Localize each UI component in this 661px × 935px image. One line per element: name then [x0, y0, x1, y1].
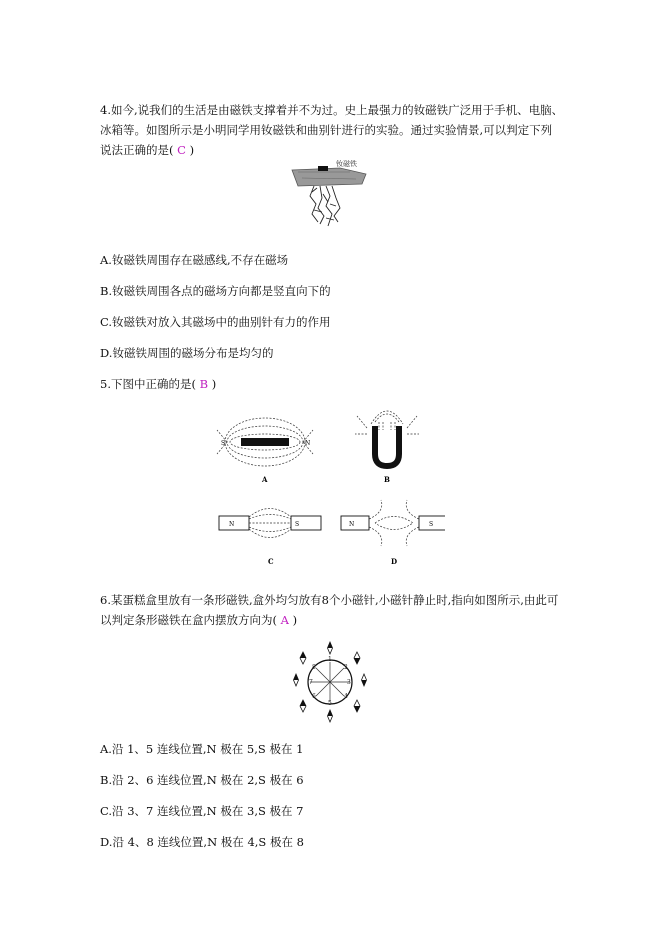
q4-option-d: D.钕磁铁周围的磁场分布是均匀的 — [100, 346, 274, 360]
compass-number-4: 4 — [344, 693, 348, 700]
compass-box-figure — [290, 640, 370, 728]
figure-b-u-magnet — [355, 411, 419, 466]
figure-d-n-label: N — [349, 521, 355, 528]
compass-number-7: 7 — [309, 679, 313, 686]
figure-a-s-label: S — [221, 440, 226, 447]
q5-close-paren: ) — [208, 377, 217, 391]
figure-label-a: A — [262, 475, 268, 484]
q4-stem-line-3 — [100, 142, 194, 158]
compass-number-2: 2 — [344, 664, 348, 671]
compass-number-1: 1 — [328, 656, 332, 663]
q4-option-c: C.钕磁铁对放入其磁场中的曲别针有力的作用 — [100, 315, 331, 329]
magnet-paperclip-figure — [290, 158, 370, 230]
figure-label-d: D — [391, 557, 398, 566]
compass-number-6: 6 — [312, 693, 316, 700]
q6-option-a: A.沿 1、5 连线位置,N 极在 5,S 极在 1 — [100, 742, 304, 756]
q6-option-c: C.沿 3、7 连线位置,N 极在 3,S 极在 7 — [100, 804, 304, 818]
figure-label-b: B — [384, 475, 390, 484]
q4-stem-line-2: 冰箱等。如图所示是小明同学用钕磁铁和曲别针进行的实验。通过实验情景,可以判定下列 — [100, 123, 553, 137]
figure-label-c: C — [268, 557, 274, 566]
q6-close-paren: ) — [288, 613, 298, 627]
q4-option-a: A.钕磁铁周围存在磁感线,不存在磁场 — [100, 253, 289, 267]
q6-stem-line-2 — [100, 612, 297, 628]
figure-c-s-label: S — [295, 521, 300, 528]
figure-c-n-label: N — [229, 521, 235, 528]
figure-c-opposite-poles — [219, 509, 321, 538]
q6-stem-line-1: 6.某蛋糕盒里放有一条形磁铁,盒外均匀放有8个小磁针,小磁针静止时,指向如图所示,由此可 — [100, 593, 559, 607]
q6-stem-text: 以判定条形磁铁在盒内摆放方向为( — [100, 613, 281, 627]
compass-number-3: 3 — [347, 679, 351, 686]
q5-answer: B — [199, 377, 209, 391]
q5-stem-text: 5.下图中正确的是( — [100, 377, 200, 391]
figure-d-s-label: S — [429, 521, 434, 528]
q6-option-d: D.沿 4、8 连线位置,N 极在 4,S 极在 8 — [100, 835, 304, 849]
compass-number-8: 8 — [312, 664, 316, 671]
compass-number-5: 5 — [328, 700, 332, 707]
q4-stem-text: 说法正确的是( — [100, 143, 178, 157]
q4-stem-line-1: 4.如今,说我们的生活是由磁铁支撑着并不为过。史上最强力的钕磁铁广泛用于手机、电脑、 — [100, 103, 564, 117]
q5-stem-line — [100, 376, 216, 392]
magnet-label: 钕磁铁 — [336, 160, 357, 168]
q4-option-b: B.钕磁铁周围各点的磁场方向都是竖直向下的 — [100, 284, 331, 298]
q6-option-b: B.沿 2、6 连线位置,N 极在 2,S 极在 6 — [100, 773, 304, 787]
figure-a-n-label: N — [305, 440, 311, 447]
q4-close-paren: ) — [185, 143, 195, 157]
q6-answer: A — [280, 613, 289, 627]
magnetic-field-figure — [215, 400, 445, 575]
q4-answer: C — [177, 143, 186, 157]
